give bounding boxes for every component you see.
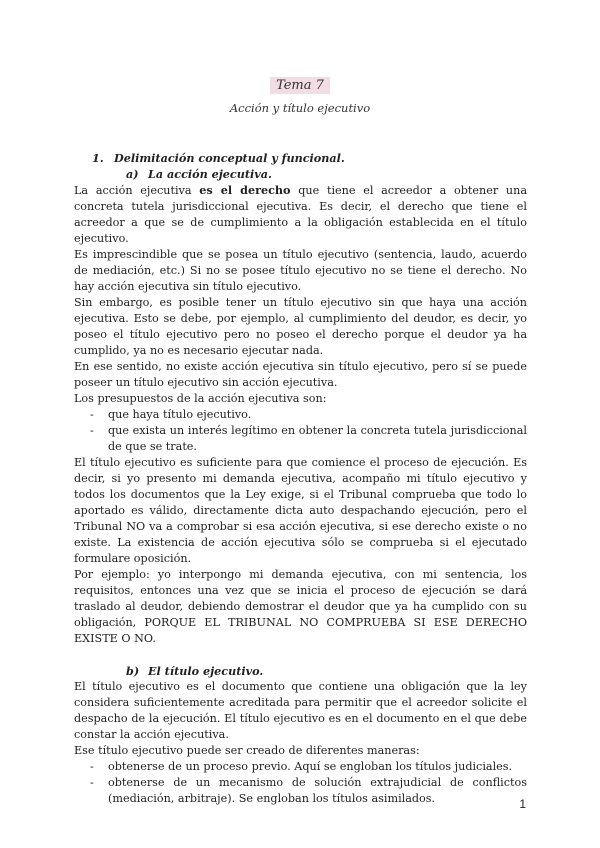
paragraph-3: Sin embargo, es posible tener un título ejecutivo sin que haya una acción ejecutiva. Esto se debe, por ejemplo, al cumplimiento del deudor, es decir, yo poseo el título ejecutivo pero no poseo el derecho porque el deudor ya ha cumplido, ya no es necesario ejecutar nada.: [74, 296, 527, 357]
paragraph-5: Los presupuestos de la acción ejecutiva son:: [74, 392, 327, 405]
paragraph-1: [74, 182, 527, 247]
subsection-heading-b: [126, 663, 527, 679]
section-number: 1.: [92, 151, 104, 165]
list-dash: -: [90, 424, 94, 437]
subsection-title: La acción ejecutiva.: [148, 167, 272, 181]
paragraph-7: Por ejemplo: yo interpongo mi demanda ejecutiva, con mi sentencia, los requisitos, entonces una vez que se inicia el proceso de ejecución se dará traslado al deudor, debiendo demostrar el deudor que ya ha cumplido con su obligación, PORQUE EL TRIBUNAL NO COMPRUEBA SI ESE DERECHO EXISTE O NO.: [74, 568, 527, 645]
list-item: [74, 775, 527, 807]
paragraph-8: El título ejecutivo es el documento que contiene una obligación que la ley considera suficientemente acreditada para permitir que el acreedor solicite el despacho de la ejecución. El título ejecutivo es en el documento en el que debe constar la acción ejecutiva.: [74, 680, 527, 741]
list-item-text: obtenerse de un mecanismo de solución extrajudicial de conflictos (mediación, arbitraje). Se engloban los títulos asimilados.: [108, 776, 527, 805]
subsection-heading-a: [126, 166, 527, 182]
list-dash: -: [90, 776, 94, 789]
list-dash: -: [90, 408, 94, 421]
page-number: 1: [519, 797, 526, 811]
document-subtitle: Acción y título ejecutivo: [229, 101, 371, 115]
list-item-text: obtenerse de un proceso previo. Aquí se engloban los títulos judiciales.: [108, 760, 513, 773]
title-block: [0, 74, 600, 94]
paragraph-6: El título ejecutivo es suficiente para que comience el proceso de ejecución. Es decir, si yo presento mi demanda ejecutiva, acompaño mi título ejecutivo y todos los documentos que la Ley exige, si el Tribunal comprueba que todo lo aportado es válido, directamente dicta auto despachando ejecución, pero el Tribunal NO va a comprobar si esa acción ejecutiva, si ese derecho existe o no existe. La existencia de acción ejecutiva sólo se comprueba si el ejecutado formulare oposición.: [74, 456, 527, 565]
section-heading-1: [92, 150, 527, 166]
tema-title: Tema 7: [270, 77, 330, 94]
list-item: [74, 423, 527, 455]
list-item: [74, 407, 527, 423]
paragraph-9: Ese título ejecutivo puede ser creado de diferentes maneras:: [74, 744, 420, 757]
list-item: [74, 759, 527, 775]
paragraph-4: En ese sentido, no existe acción ejecutiva sin título ejecutivo, pero sí se puede poseer un título ejecutivo sin acción ejecutiva.: [74, 360, 527, 389]
document-body: [74, 150, 527, 807]
subsection-letter: a): [126, 167, 139, 181]
section-title: Delimitación conceptual y funcional.: [114, 151, 345, 165]
spacer: [74, 647, 527, 663]
subsection-letter: b): [126, 664, 140, 678]
list-item-text: que haya título ejecutivo.: [108, 408, 252, 421]
list-dash: -: [90, 760, 94, 773]
paragraph-1-bold: es el derecho: [199, 183, 291, 197]
subsection-title: El título ejecutivo.: [148, 664, 264, 678]
list-item-text: que exista un interés legítimo en obtener la concreta tutela jurisdiccional de que se trate.: [108, 424, 527, 453]
paragraph-2: Es imprescindible que se posea un título ejecutivo (sentencia, laudo, acuerdo de mediación, etc.) Si no se posee título ejecutivo no se tiene el derecho. No hay acción ejecutiva sin título ejecutivo.: [74, 248, 527, 293]
paragraph-1-text-a: La acción ejecutiva: [74, 184, 200, 197]
paragraph-1-text-b: que tiene el acreedor a obtener una concreta tutela jurisdiccional ejecutiva. Es decir, el derecho que tiene el acreedor a que se de cumplimiento a la obligación establecida en el título ejecutivo.: [74, 184, 528, 245]
